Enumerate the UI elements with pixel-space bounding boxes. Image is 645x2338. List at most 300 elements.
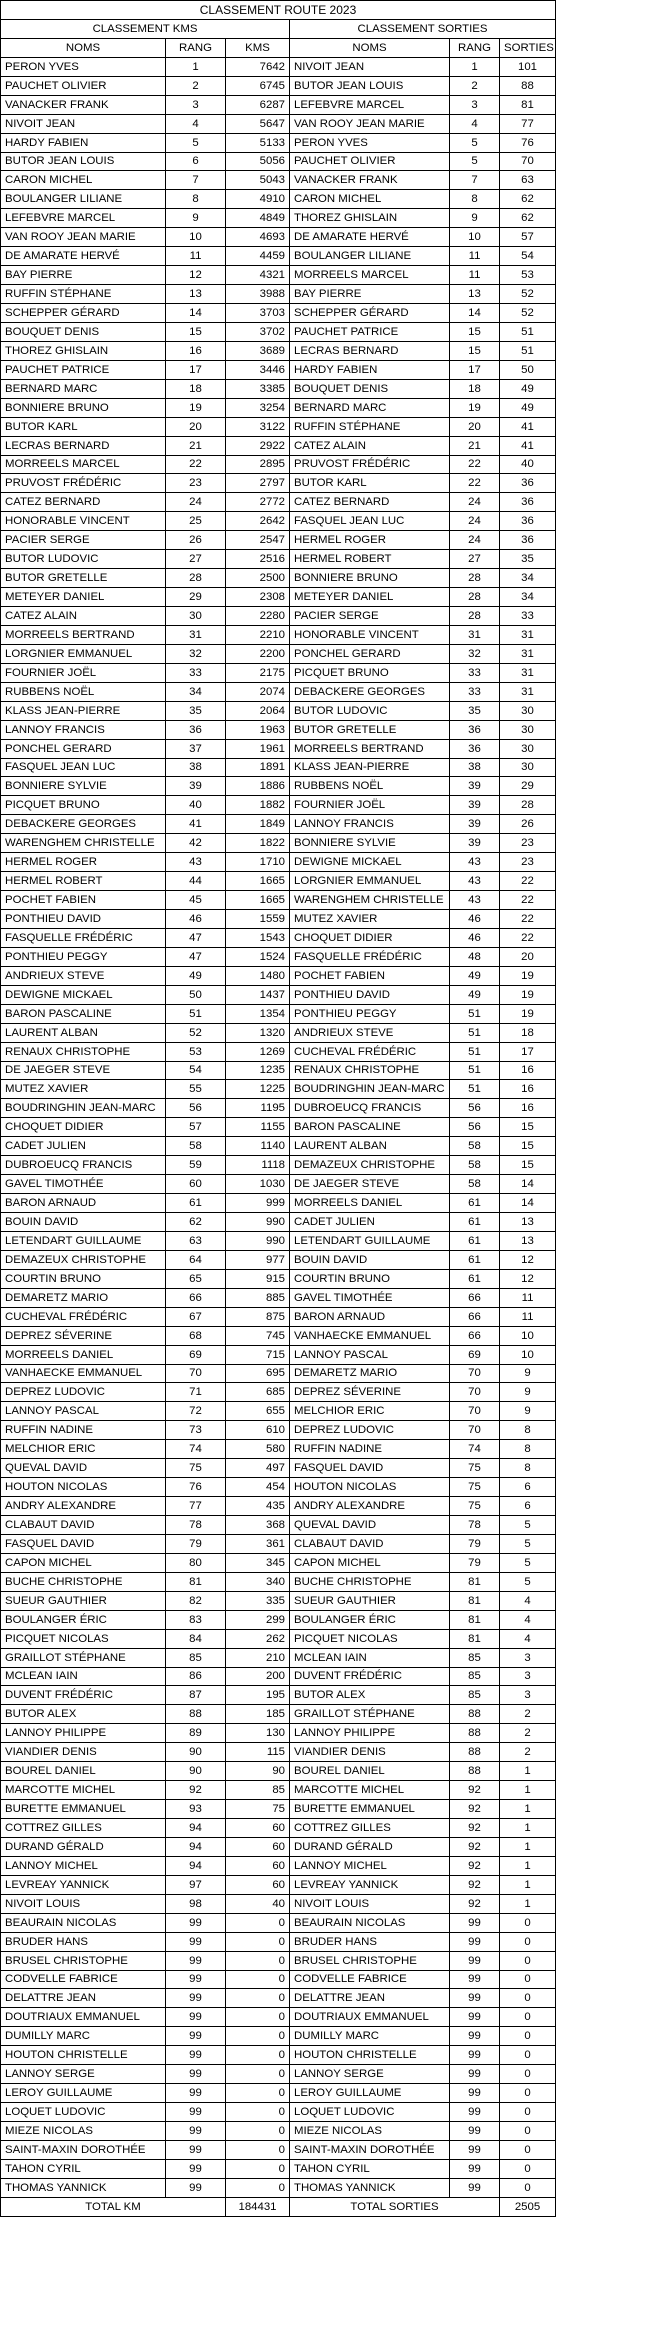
km-rank-cell: 65 (166, 1269, 226, 1288)
table-row (1, 682, 645, 701)
table-row (1, 360, 645, 379)
km-value-cell: 0 (226, 1989, 290, 2008)
sorties-rank-cell: 11 (450, 266, 500, 285)
sorties-name-cell: PRUVOST FRÉDÉRIC (290, 455, 450, 474)
km-value-cell: 3988 (226, 285, 290, 304)
km-value-cell: 195 (226, 1686, 290, 1705)
sorties-value-cell: 40 (500, 455, 556, 474)
table-row (1, 739, 645, 758)
sorties-value-cell: 34 (500, 569, 556, 588)
table-row (1, 1118, 645, 1137)
km-value-cell: 0 (226, 2046, 290, 2065)
sorties-value-cell: 5 (500, 1534, 556, 1553)
column-header-row (1, 38, 645, 57)
table-row (1, 1989, 645, 2008)
table-row (1, 1686, 645, 1705)
sorties-value-cell: 30 (500, 758, 556, 777)
km-name-cell: DUBROEUCQ FRANCIS (1, 1156, 166, 1175)
km-rank-cell: 86 (166, 1667, 226, 1686)
sorties-rank-cell: 99 (450, 2140, 500, 2159)
sorties-name-cell: CARON MICHEL (290, 190, 450, 209)
table-row (1, 966, 645, 985)
km-value-cell: 361 (226, 1534, 290, 1553)
km-name-cell: VIANDIER DENIS (1, 1743, 166, 1762)
km-rank-cell: 1 (166, 57, 226, 76)
sorties-name-cell: DEBACKERE GEORGES (290, 682, 450, 701)
sorties-rank-cell: 14 (450, 304, 500, 323)
table-row (1, 1894, 645, 1913)
table-row (1, 114, 645, 133)
km-name-cell: THOREZ GHISLAIN (1, 341, 166, 360)
km-value-cell: 1155 (226, 1118, 290, 1137)
table-row (1, 1875, 645, 1894)
km-name-cell: FASQUEL JEAN LUC (1, 758, 166, 777)
sorties-value-cell: 6 (500, 1478, 556, 1497)
table-row (1, 1497, 645, 1516)
sorties-value-cell: 4 (500, 1610, 556, 1629)
km-rank-cell: 88 (166, 1705, 226, 1724)
km-value-cell: 1891 (226, 758, 290, 777)
km-name-cell: DURAND GÉRALD (1, 1837, 166, 1856)
km-name-cell: MORREELS MARCEL (1, 455, 166, 474)
sorties-name-cell: MIEZE NICOLAS (290, 2122, 450, 2141)
table-row (1, 2046, 645, 2065)
sorties-name-cell: DEPREZ SÉVERINE (290, 1383, 450, 1402)
km-value-cell: 2797 (226, 474, 290, 493)
km-value-cell: 0 (226, 2065, 290, 2084)
table-row (1, 1970, 645, 1989)
km-name-cell: FASQUELLE FRÉDÉRIC (1, 928, 166, 947)
km-value-cell: 1140 (226, 1137, 290, 1156)
km-value-cell: 4849 (226, 209, 290, 228)
table-row (1, 1572, 645, 1591)
sorties-rank-cell: 36 (450, 739, 500, 758)
sorties-rank-cell: 17 (450, 360, 500, 379)
table-row (1, 1383, 645, 1402)
sorties-name-cell: PICQUET BRUNO (290, 663, 450, 682)
sorties-rank-cell: 66 (450, 1288, 500, 1307)
km-rank-cell: 56 (166, 1099, 226, 1118)
table-row (1, 493, 645, 512)
km-value-cell: 262 (226, 1629, 290, 1648)
sorties-value-cell: 8 (500, 1459, 556, 1478)
sorties-name-cell: CODVELLE FABRICE (290, 1970, 450, 1989)
km-value-cell: 2772 (226, 493, 290, 512)
km-value-cell: 990 (226, 1231, 290, 1250)
table-row (1, 569, 645, 588)
km-name-cell: DEMAZEUX CHRISTOPHE (1, 1250, 166, 1269)
sorties-rank-cell: 81 (450, 1629, 500, 1648)
km-name-cell: BUTOR LUDOVIC (1, 550, 166, 569)
sorties-rank-cell: 99 (450, 1989, 500, 2008)
sorties-value-cell: 0 (500, 2084, 556, 2103)
sorties-value-cell: 0 (500, 2103, 556, 2122)
sorties-value-cell: 9 (500, 1402, 556, 1421)
km-name-cell: PRUVOST FRÉDÉRIC (1, 474, 166, 493)
title-row (1, 1, 645, 20)
km-rank-cell: 16 (166, 341, 226, 360)
table-row (1, 796, 645, 815)
sorties-value-cell: 22 (500, 928, 556, 947)
km-rank-cell: 32 (166, 644, 226, 663)
sorties-rank-cell: 70 (450, 1421, 500, 1440)
km-value-cell: 1524 (226, 947, 290, 966)
sorties-rank-cell: 46 (450, 910, 500, 929)
table-row (1, 417, 645, 436)
km-value-cell: 5043 (226, 171, 290, 190)
km-name-cell: BUTOR JEAN LOUIS (1, 152, 166, 171)
km-value-cell: 3446 (226, 360, 290, 379)
table-row (1, 322, 645, 341)
km-value-cell: 1849 (226, 815, 290, 834)
km-name-cell: VAN ROOY JEAN MARIE (1, 228, 166, 247)
table-row (1, 455, 645, 474)
table-row (1, 2084, 645, 2103)
sorties-value-cell: 41 (500, 417, 556, 436)
sorties-name-cell: BOULANGER LILIANE (290, 247, 450, 266)
km-section-title: CLASSEMENT KMS (1, 19, 290, 38)
sorties-value-cell: 15 (500, 1118, 556, 1137)
sorties-name-cell: ANDRIEUX STEVE (290, 1023, 450, 1042)
sorties-value-cell: 36 (500, 493, 556, 512)
km-value-cell: 2074 (226, 682, 290, 701)
table-row (1, 1156, 645, 1175)
sorties-value-cell: 35 (500, 550, 556, 569)
sorties-value-cell: 2 (500, 1743, 556, 1762)
table-row (1, 1137, 645, 1156)
sorties-rank-cell: 56 (450, 1118, 500, 1137)
km-rank-cell: 52 (166, 1023, 226, 1042)
table-row (1, 947, 645, 966)
table-row (1, 607, 645, 626)
km-name-cell: FOURNIER JOËL (1, 663, 166, 682)
sorties-name-cell: LANNOY MICHEL (290, 1856, 450, 1875)
km-rank-cell: 77 (166, 1497, 226, 1516)
km-rank-cell: 39 (166, 777, 226, 796)
sorties-value-cell: 57 (500, 228, 556, 247)
sorties-value-cell: 10 (500, 1326, 556, 1345)
sorties-rank-cell: 51 (450, 1042, 500, 1061)
table-row (1, 1856, 645, 1875)
km-rank-cell: 73 (166, 1421, 226, 1440)
table-row (1, 2103, 645, 2122)
sorties-rank-cell: 58 (450, 1175, 500, 1194)
km-value-cell: 75 (226, 1800, 290, 1819)
km-value-cell: 0 (226, 2084, 290, 2103)
sorties-header-noms: NOMS (290, 38, 450, 57)
sorties-name-cell: DE AMARATE HERVÉ (290, 228, 450, 247)
km-rank-cell: 99 (166, 2103, 226, 2122)
km-rank-cell: 38 (166, 758, 226, 777)
sorties-value-cell: 77 (500, 114, 556, 133)
sorties-rank-cell: 99 (450, 2103, 500, 2122)
sorties-value-cell: 1 (500, 1875, 556, 1894)
sorties-value-cell: 76 (500, 133, 556, 152)
sorties-name-cell: BUTOR KARL (290, 474, 450, 493)
km-name-cell: BEAURAIN NICOLAS (1, 1913, 166, 1932)
km-value-cell: 1030 (226, 1175, 290, 1194)
sorties-name-cell: HERMEL ROBERT (290, 550, 450, 569)
km-rank-cell: 36 (166, 720, 226, 739)
km-value-cell: 2210 (226, 625, 290, 644)
km-value-cell: 977 (226, 1250, 290, 1269)
km-name-cell: CAPON MICHEL (1, 1553, 166, 1572)
table-row (1, 1534, 645, 1553)
km-value-cell: 745 (226, 1326, 290, 1345)
km-value-cell: 5133 (226, 133, 290, 152)
km-rank-cell: 99 (166, 2159, 226, 2178)
sorties-value-cell: 3 (500, 1686, 556, 1705)
sorties-rank-cell: 70 (450, 1364, 500, 1383)
table-row (1, 1402, 645, 1421)
km-name-cell: MCLEAN IAIN (1, 1667, 166, 1686)
sorties-name-cell: LANNOY SERGE (290, 2065, 450, 2084)
km-rank-cell: 54 (166, 1061, 226, 1080)
sorties-name-cell: HOUTON CHRISTELLE (290, 2046, 450, 2065)
sorties-value-cell: 0 (500, 1932, 556, 1951)
km-rank-cell: 10 (166, 228, 226, 247)
km-value-cell: 1235 (226, 1061, 290, 1080)
km-header-kms: KMS (226, 38, 290, 57)
table-row (1, 550, 645, 569)
km-value-cell: 1437 (226, 985, 290, 1004)
table-row (1, 1591, 645, 1610)
km-name-cell: CARON MICHEL (1, 171, 166, 190)
km-value-cell: 0 (226, 2122, 290, 2141)
km-name-cell: BOULANGER LILIANE (1, 190, 166, 209)
table-row (1, 512, 645, 531)
sorties-rank-cell: 61 (450, 1250, 500, 1269)
km-rank-cell: 94 (166, 1856, 226, 1875)
km-value-cell: 915 (226, 1269, 290, 1288)
sorties-rank-cell: 10 (450, 228, 500, 247)
km-rank-cell: 85 (166, 1648, 226, 1667)
table-row (1, 834, 645, 853)
km-value-cell: 1480 (226, 966, 290, 985)
sorties-value-cell: 0 (500, 2159, 556, 2178)
km-rank-cell: 43 (166, 853, 226, 872)
sorties-name-cell: LEFEBVRE MARCEL (290, 95, 450, 114)
sorties-name-cell: MCLEAN IAIN (290, 1648, 450, 1667)
table-row (1, 1213, 645, 1232)
table-row (1, 1762, 645, 1781)
km-rank-cell: 93 (166, 1800, 226, 1819)
sorties-name-cell: DEPREZ LUDOVIC (290, 1421, 450, 1440)
table-row (1, 2159, 645, 2178)
sorties-rank-cell: 92 (450, 1800, 500, 1819)
km-name-cell: QUEVAL DAVID (1, 1459, 166, 1478)
table-row (1, 76, 645, 95)
km-value-cell: 0 (226, 2008, 290, 2027)
sorties-name-cell: DUMILLY MARC (290, 2027, 450, 2046)
total-row (1, 2197, 645, 2216)
sorties-rank-cell: 27 (450, 550, 500, 569)
sorties-rank-cell: 7 (450, 171, 500, 190)
sorties-name-cell: CAPON MICHEL (290, 1553, 450, 1572)
km-rank-cell: 25 (166, 512, 226, 531)
km-rank-cell: 44 (166, 872, 226, 891)
km-name-cell: LANNOY SERGE (1, 2065, 166, 2084)
km-value-cell: 2175 (226, 663, 290, 682)
sorties-value-cell: 22 (500, 910, 556, 929)
km-name-cell: RUFFIN NADINE (1, 1421, 166, 1440)
sorties-name-cell: BUTOR GRETELLE (290, 720, 450, 739)
km-rank-cell: 58 (166, 1137, 226, 1156)
km-name-cell: DEBACKERE GEORGES (1, 815, 166, 834)
km-rank-cell: 61 (166, 1194, 226, 1213)
table-row (1, 853, 645, 872)
km-value-cell: 60 (226, 1875, 290, 1894)
sorties-value-cell: 10 (500, 1345, 556, 1364)
sorties-name-cell: CUCHEVAL FRÉDÉRIC (290, 1042, 450, 1061)
km-name-cell: BOUDRINGHIN JEAN-MARC (1, 1099, 166, 1118)
km-name-cell: GAVEL TIMOTHÉE (1, 1175, 166, 1194)
km-rank-cell: 62 (166, 1213, 226, 1232)
km-rank-cell: 5 (166, 133, 226, 152)
sorties-rank-cell: 70 (450, 1402, 500, 1421)
table-row (1, 910, 645, 929)
sorties-name-cell: PONTHIEU DAVID (290, 985, 450, 1004)
sorties-value-cell: 1 (500, 1837, 556, 1856)
sorties-rank-cell: 99 (450, 1932, 500, 1951)
sorties-rank-cell: 11 (450, 247, 500, 266)
km-name-cell: BONNIERE SYLVIE (1, 777, 166, 796)
sorties-name-cell: MUTEZ XAVIER (290, 910, 450, 929)
sorties-rank-cell: 61 (450, 1194, 500, 1213)
sorties-value-cell: 8 (500, 1440, 556, 1459)
km-name-cell: BAY PIERRE (1, 266, 166, 285)
sorties-rank-cell: 75 (450, 1459, 500, 1478)
km-name-cell: TAHON CYRIL (1, 2159, 166, 2178)
km-header-rang: RANG (166, 38, 226, 57)
sorties-value-cell: 101 (500, 57, 556, 76)
km-name-cell: PONTHIEU DAVID (1, 910, 166, 929)
km-name-cell: LEFEBVRE MARCEL (1, 209, 166, 228)
km-name-cell: CATEZ BERNARD (1, 493, 166, 512)
table-row (1, 928, 645, 947)
sorties-rank-cell: 99 (450, 2065, 500, 2084)
sorties-name-cell: BUTOR JEAN LOUIS (290, 76, 450, 95)
km-total-label: TOTAL KM (1, 2197, 226, 2216)
km-name-cell: ANDRY ALEXANDRE (1, 1497, 166, 1516)
table-row (1, 1307, 645, 1326)
sorties-value-cell: 0 (500, 1970, 556, 1989)
sorties-name-cell: WARENGHEM CHRISTELLE (290, 891, 450, 910)
km-name-cell: LOQUET LUDOVIC (1, 2103, 166, 2122)
km-name-cell: MORREELS BERTRAND (1, 625, 166, 644)
km-value-cell: 3702 (226, 322, 290, 341)
km-rank-cell: 29 (166, 588, 226, 607)
km-name-cell: VANHAECKE EMMANUEL (1, 1364, 166, 1383)
sorties-value-cell: 5 (500, 1572, 556, 1591)
km-rank-cell: 11 (166, 247, 226, 266)
sorties-name-cell: DURAND GÉRALD (290, 1837, 450, 1856)
km-value-cell: 1195 (226, 1099, 290, 1118)
sorties-value-cell: 50 (500, 360, 556, 379)
sorties-name-cell: PACIER SERGE (290, 607, 450, 626)
km-rank-cell: 40 (166, 796, 226, 815)
sorties-value-cell: 0 (500, 1913, 556, 1932)
km-name-cell: DE AMARATE HERVÉ (1, 247, 166, 266)
km-value-cell: 1822 (226, 834, 290, 853)
sorties-value-cell: 14 (500, 1194, 556, 1213)
table-row (1, 1250, 645, 1269)
km-rank-cell: 24 (166, 493, 226, 512)
km-value-cell: 5647 (226, 114, 290, 133)
km-name-cell: ANDRIEUX STEVE (1, 966, 166, 985)
km-name-cell: BARON ARNAUD (1, 1194, 166, 1213)
sorties-rank-cell: 49 (450, 985, 500, 1004)
sorties-value-cell: 0 (500, 2046, 556, 2065)
km-name-cell: LEROY GUILLAUME (1, 2084, 166, 2103)
km-rank-cell: 67 (166, 1307, 226, 1326)
sorties-rank-cell: 85 (450, 1648, 500, 1667)
sorties-name-cell: RUFFIN NADINE (290, 1440, 450, 1459)
km-value-cell: 0 (226, 2178, 290, 2197)
km-name-cell: CHOQUET DIDIER (1, 1118, 166, 1137)
sorties-name-cell: BARON ARNAUD (290, 1307, 450, 1326)
sorties-total-value: 2505 (500, 2197, 556, 2216)
sorties-name-cell: LANNOY FRANCIS (290, 815, 450, 834)
km-name-cell: DUMILLY MARC (1, 2027, 166, 2046)
km-name-cell: HOUTON CHRISTELLE (1, 2046, 166, 2065)
km-rank-cell: 2 (166, 76, 226, 95)
sorties-value-cell: 30 (500, 701, 556, 720)
km-rank-cell: 59 (166, 1156, 226, 1175)
km-value-cell: 4693 (226, 228, 290, 247)
km-rank-cell: 22 (166, 455, 226, 474)
table-row (1, 266, 645, 285)
km-value-cell: 130 (226, 1724, 290, 1743)
table-row (1, 1042, 645, 1061)
km-value-cell: 2308 (226, 588, 290, 607)
km-value-cell: 1886 (226, 777, 290, 796)
sorties-rank-cell: 58 (450, 1137, 500, 1156)
table-row (1, 228, 645, 247)
table-row (1, 247, 645, 266)
km-rank-cell: 31 (166, 625, 226, 644)
sorties-name-cell: MORREELS BERTRAND (290, 739, 450, 758)
sorties-rank-cell: 48 (450, 947, 500, 966)
sorties-name-cell: MARCOTTE MICHEL (290, 1781, 450, 1800)
km-rank-cell: 47 (166, 947, 226, 966)
km-rank-cell: 92 (166, 1781, 226, 1800)
km-name-cell: BOULANGER ÉRIC (1, 1610, 166, 1629)
sorties-rank-cell: 3 (450, 95, 500, 114)
km-rank-cell: 99 (166, 1932, 226, 1951)
km-value-cell: 999 (226, 1194, 290, 1213)
sorties-value-cell: 15 (500, 1156, 556, 1175)
sorties-name-cell: PAUCHET OLIVIER (290, 152, 450, 171)
km-value-cell: 0 (226, 1913, 290, 1932)
km-rank-cell: 99 (166, 2008, 226, 2027)
km-value-cell: 60 (226, 1837, 290, 1856)
sorties-value-cell: 26 (500, 815, 556, 834)
sorties-value-cell: 52 (500, 304, 556, 323)
sorties-name-cell: BAY PIERRE (290, 285, 450, 304)
km-value-cell: 4459 (226, 247, 290, 266)
km-rank-cell: 63 (166, 1231, 226, 1250)
sorties-value-cell: 14 (500, 1175, 556, 1194)
km-name-cell: PAUCHET PATRICE (1, 360, 166, 379)
sorties-value-cell: 31 (500, 625, 556, 644)
sorties-rank-cell: 19 (450, 398, 500, 417)
table-row (1, 1061, 645, 1080)
km-rank-cell: 99 (166, 2046, 226, 2065)
sorties-name-cell: DOUTRIAUX EMMANUEL (290, 2008, 450, 2027)
sorties-name-cell: BOUIN DAVID (290, 1250, 450, 1269)
sorties-rank-cell: 4 (450, 114, 500, 133)
